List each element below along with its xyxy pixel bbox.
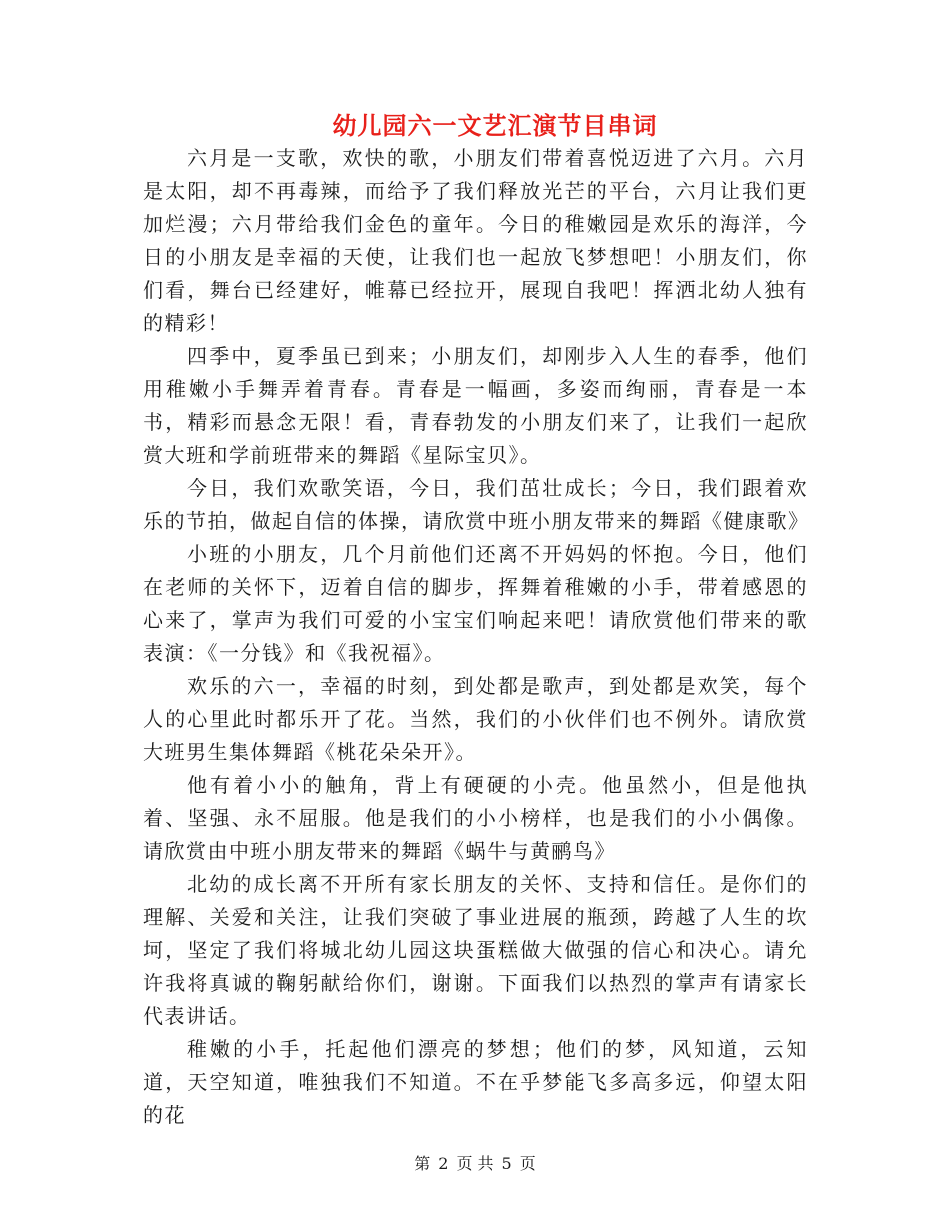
footer-suffix: 页	[519, 1154, 536, 1173]
paragraph-5: 欢乐的六一，幸福的时刻，到处都是歌声，到处都是欢笑，每个人的心里此时都乐开了花。当然，我们的小伙伴们也不例外。请欣赏大班男生集体舞蹈《桃花朵朵开》。	[143, 674, 808, 764]
paragraph-3: 今日，我们欢歌笑语，今日，我们茁壮成长；今日，我们跟着欢乐的节拍，做起自信的体操，请欣赏中班小朋友带来的舞蹈《健康歌》	[143, 476, 810, 533]
paragraph-2: 四季中，夏季虽已到来；小朋友们，却刚步入人生的春季，他们用稚嫩小手舞弄着青春。青春是一幅画，多姿而绚丽，青春是一本书，精彩而悬念无限！看，青春勃发的小朋友们来了，让我们一起欣赏大班和学前班带来的舞蹈《星际宝贝》。	[143, 344, 808, 467]
document-body	[143, 142, 808, 1132]
page-footer	[0, 1152, 950, 1176]
paragraph-1: 六月是一支歌，欢快的歌，小朋友们带着喜悦迈进了六月。六月是太阳，却不再毒辣，而给予了我们释放光芒的平台，六月让我们更加烂漫；六月带给我们金色的童年。今日的稚嫩园是欢乐的海洋，今日的小朋友是幸福的天使，让我们也一起放飞梦想吧！小朋友们，你们看，舞台已经建好，帷幕已经拉开，展现自我吧！挥洒北幼人独有的精彩！	[143, 146, 808, 335]
paragraph-7: 北幼的成长离不开所有家长朋友的关怀、支持和信任。是你们的理解、关爱和关注，让我们突破了事业进展的瓶颈，跨越了人生的坎坷，坚定了我们将城北幼儿园这块蛋糕做大做强的信心和决心。请允许我将真诚的鞠躬献给你们，谢谢。下面我们以热烈的掌声有请家长代表讲话。	[143, 872, 808, 1028]
paragraph-8: 稚嫩的小手，托起他们漂亮的梦想；他们的梦，风知道，云知道，天空知道，唯独我们不知道。不在乎梦能飞多高多远，仰望太阳的花	[143, 1037, 808, 1127]
paragraph-4: 小班的小朋友，几个月前他们还离不开妈妈的怀抱。今日，他们在老师的关怀下，迈着自信的脚步，挥舞着稚嫩的小手，带着感恩的心来了，掌声为我们可爱的小宝宝们响起来吧！请欣赏他们带来的歌表演：《一分钱》和《我祝福》。	[143, 542, 808, 665]
footer-total-pages: 5	[501, 1154, 512, 1173]
footer-prefix: 第	[414, 1154, 431, 1173]
footer-middle: 页 共	[456, 1154, 494, 1173]
footer-current-page: 2	[438, 1154, 449, 1173]
document-title: 幼儿园六一文艺汇演节目串词	[332, 111, 658, 140]
paragraph-6: 他有着小小的触角，背上有硬硬的小壳。他虽然小，但是他执着、坚强、永不屈服。他是我们的小小榜样，也是我们的小小偶像。请欣赏由中班小朋友带来的舞蹈《蜗牛与黄鹂鸟》	[143, 773, 808, 863]
